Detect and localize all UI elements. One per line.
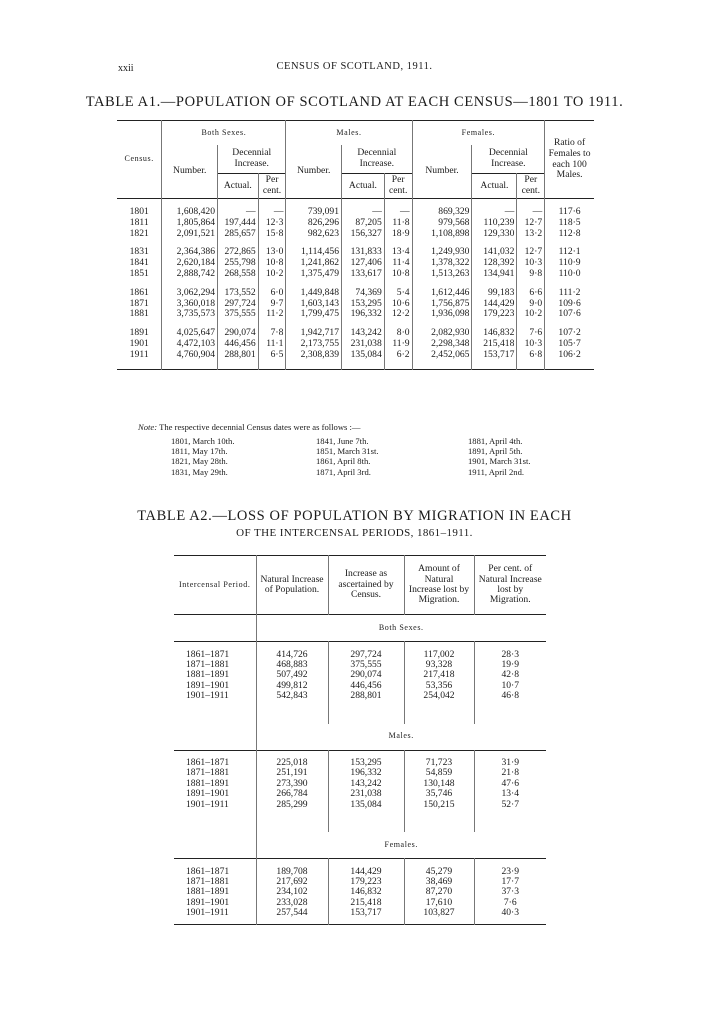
cell-m-pc: 13·4 — [384, 247, 412, 258]
cell-both-num: 4,472,103 — [162, 339, 218, 350]
cell-both-pc: 7·8 — [258, 328, 286, 339]
cell-f-num: 2,082,930 — [412, 328, 472, 339]
cell-f-pc: 9·0 — [517, 299, 545, 310]
cell-f-act: 99,183 — [472, 288, 517, 299]
cell-pct: 7·6 — [503, 896, 517, 908]
col-females-decennial: Decennial Increase. — [472, 145, 545, 174]
cell-pct: 28·3 — [501, 648, 520, 660]
col-females: Females. — [412, 121, 545, 146]
cell-natural: 414,726 — [256, 650, 328, 660]
cell-m-act: — — [342, 207, 385, 218]
census-date: 1881, April 4th. — [468, 436, 523, 446]
cell-lost: 35,746 — [404, 789, 474, 799]
cell-year: 1871 — [117, 299, 162, 310]
cell-period: 1901–1911 — [174, 800, 256, 810]
cell-both-pc: 9·7 — [258, 299, 286, 310]
cell-f-act: 153,717 — [472, 350, 517, 361]
cell-ratio: 105·7 — [558, 337, 581, 349]
cell-ratio: 111·2 — [558, 286, 581, 298]
col-both-sexes: Both Sexes. — [162, 121, 286, 146]
cell-ratio: 107·6 — [558, 308, 581, 320]
cell-ratio: 118·5 — [558, 216, 581, 228]
cell-both-act: 268,558 — [218, 269, 259, 280]
cell-ratio: 112·8 — [558, 227, 581, 239]
cell-lost: 17,610 — [404, 898, 474, 908]
table-row — [174, 800, 546, 810]
cell-m-act: 131,833 — [342, 247, 385, 258]
cell-census: 446,456 — [328, 681, 404, 691]
census-date: 1911, April 2nd. — [468, 466, 525, 477]
cell-m-pc: 12·2 — [384, 309, 412, 320]
cell-m-act: 156,327 — [342, 229, 385, 240]
cell-natural: 285,299 — [256, 800, 328, 810]
cell-period: 1891–1901 — [174, 898, 256, 908]
col-ascertained: Increase as ascertained by Census. — [328, 556, 404, 615]
cell-both-pc: 15·8 — [258, 229, 286, 240]
cell-both-act: — — [218, 207, 259, 218]
running-title: CENSUS OF SCOTLAND, 1911. — [276, 61, 433, 72]
census-date: 1871, April 3rd. — [316, 466, 371, 477]
cell-m-pc: 11·4 — [384, 258, 412, 269]
cell-pct: 19·9 — [501, 658, 520, 670]
col-ratio: Ratio of Females to each 100 Males. — [548, 136, 591, 181]
cell-census: 146,832 — [328, 887, 404, 897]
cell-pct: 52·7 — [501, 798, 520, 810]
cell-m-act: 127,406 — [342, 258, 385, 269]
col-females-pc: Per cent. — [517, 174, 545, 199]
census-date: 1901, March 31st. — [468, 456, 531, 467]
cell-m-pc: — — [384, 207, 412, 218]
census-date: 1801, March 10th. — [171, 436, 235, 446]
cell-natural: 217,692 — [256, 877, 328, 887]
table-row — [174, 691, 546, 701]
cell-ratio: 117·6 — [558, 206, 581, 217]
cell-census: 153,717 — [328, 908, 404, 918]
cell-f-num: 1,513,263 — [412, 269, 472, 280]
cell-natural: 257,544 — [256, 908, 328, 918]
note-text: The respective decennial Census dates were as follows :— — [159, 422, 361, 432]
cell-lost: 93,328 — [404, 660, 474, 670]
cell-f-act: 128,392 — [472, 258, 517, 269]
cell-period: 1881–1891 — [174, 887, 256, 897]
col-females-actual: Actual. — [472, 174, 517, 199]
cell-both-pc: 10·2 — [258, 269, 286, 280]
col-males-decennial: Decennial Increase. — [342, 145, 413, 174]
cell-both-num: 2,888,742 — [162, 269, 218, 280]
cell-lost: 117,002 — [404, 650, 474, 660]
table-a2 — [174, 555, 546, 925]
cell-m-pc: 6·2 — [384, 350, 412, 361]
cell-f-pc: 6·6 — [517, 288, 545, 299]
cell-m-num: 1,449,848 — [286, 288, 342, 299]
table-a2-subtitle: OF THE INTERCENSAL PERIODS, 1861–1911. — [236, 527, 473, 539]
page-number: xxii — [118, 63, 134, 74]
cell-f-pc: 12·7 — [517, 247, 545, 258]
cell-f-act: 179,223 — [472, 309, 517, 320]
cell-m-act: 133,617 — [342, 269, 385, 280]
col-census: Census. — [117, 121, 162, 199]
census-date: 1821, May 28th. — [171, 456, 228, 467]
cell-both-act: 288,801 — [218, 350, 259, 361]
cell-both-act: 290,074 — [218, 328, 259, 339]
cell-ratio: 110·0 — [558, 267, 581, 279]
cell-both-num: 2,091,521 — [162, 229, 218, 240]
cell-natural: 225,018 — [256, 758, 328, 768]
cell-f-num: 1,249,930 — [412, 247, 472, 258]
dates-column — [468, 436, 531, 477]
cell-f-pc: 13·2 — [517, 229, 545, 240]
cell-f-num: 1,936,098 — [412, 309, 472, 320]
cell-census: 297,724 — [328, 650, 404, 660]
cell-pct: 13·4 — [501, 788, 520, 800]
cell-pct: 17·7 — [501, 875, 520, 887]
cell-year: 1861 — [117, 288, 162, 299]
cell-both-num: 1,805,864 — [162, 218, 218, 229]
cell-period: 1861–1871 — [174, 650, 256, 660]
cell-both-num: 1,608,420 — [162, 207, 218, 218]
cell-natural: 189,708 — [256, 867, 328, 877]
cell-census: 215,418 — [328, 898, 404, 908]
cell-natural: 266,784 — [256, 789, 328, 799]
cell-census: 153,295 — [328, 758, 404, 768]
cell-f-act: 129,330 — [472, 229, 517, 240]
table-a2-title: TABLE A2.—LOSS OF POPULATION BY MIGRATION IN EACH — [137, 508, 572, 524]
cell-f-pc: 12·7 — [517, 218, 545, 229]
cell-period: 1891–1901 — [174, 789, 256, 799]
dates-column — [316, 436, 379, 477]
cell-m-pc: 10·8 — [384, 269, 412, 280]
table-a1 — [117, 120, 594, 370]
cell-f-act: 144,429 — [472, 299, 517, 310]
cell-year: 1841 — [117, 258, 162, 269]
cell-both-pc: 11·1 — [258, 339, 286, 350]
cell-pct: 10·7 — [501, 679, 520, 691]
cell-census: 143,242 — [328, 779, 404, 789]
cell-period: 1881–1891 — [174, 670, 256, 680]
cell-pct: 23·9 — [501, 865, 520, 877]
cell-both-pc: 12·3 — [258, 218, 286, 229]
cell-m-num: 1,799,475 — [286, 309, 342, 320]
cell-natural: 499,812 — [256, 681, 328, 691]
cell-ratio: 106·2 — [558, 348, 581, 360]
col-pct-lost: Per cent. of Natural Increase lost by Migration. — [478, 563, 542, 606]
cell-year: 1811 — [117, 218, 162, 229]
cell-both-act: 272,865 — [218, 247, 259, 258]
cell-lost: 87,270 — [404, 887, 474, 897]
cell-f-num: 869,329 — [412, 207, 472, 218]
census-date: 1891, April 5th. — [468, 446, 523, 457]
cell-natural: 233,028 — [256, 898, 328, 908]
cell-m-num: 1,375,479 — [286, 269, 342, 280]
col-both-decennial: Decennial Increase. — [218, 145, 286, 174]
cell-both-pc: 10·8 — [258, 258, 286, 269]
col-males-number: Number. — [286, 145, 342, 199]
cell-natural: 234,102 — [256, 887, 328, 897]
cell-year: 1851 — [117, 269, 162, 280]
cell-natural: 273,390 — [256, 779, 328, 789]
cell-both-pc: 6·5 — [258, 350, 286, 361]
cell-year: 1831 — [117, 247, 162, 258]
cell-census: 288,801 — [328, 691, 404, 701]
cell-both-num: 3,360,018 — [162, 299, 218, 310]
cell-both-pc: 13·0 — [258, 247, 286, 258]
col-both-actual: Actual. — [218, 174, 259, 199]
cell-pct: 37·3 — [501, 886, 520, 898]
cell-f-act: 146,832 — [472, 328, 517, 339]
cell-year: 1891 — [117, 328, 162, 339]
cell-m-num: 2,173,755 — [286, 339, 342, 350]
table-a1-title: TABLE A1.—POPULATION OF SCOTLAND AT EACH CENSUS—1801 TO 1911. — [85, 94, 624, 110]
cell-pct: 42·8 — [501, 669, 520, 681]
cell-m-pc: 8·0 — [384, 328, 412, 339]
cell-lost: 54,859 — [404, 768, 474, 778]
table-row — [174, 908, 546, 918]
census-date: 1851, March 31st. — [316, 446, 379, 457]
cell-f-pc: 10·3 — [517, 339, 545, 350]
cell-f-act: 110,239 — [472, 218, 517, 229]
table-row — [117, 288, 594, 299]
col-amount-lost: Amount of Natural Increase lost by Migration. — [404, 556, 474, 615]
cell-m-act: 196,332 — [342, 309, 385, 320]
cell-both-act: 297,724 — [218, 299, 259, 310]
cell-ratio: 107·2 — [558, 327, 581, 339]
cell-f-num: 1,108,898 — [412, 229, 472, 240]
cell-year: 1821 — [117, 229, 162, 240]
cell-f-pc: 10·3 — [517, 258, 545, 269]
cell-both-num: 3,062,294 — [162, 288, 218, 299]
col-males-actual: Actual. — [342, 174, 385, 199]
cell-f-pc: — — [517, 207, 545, 218]
cell-period: 1871–1881 — [174, 660, 256, 670]
cell-lost: 150,215 — [404, 800, 474, 810]
cell-m-num: 739,091 — [286, 207, 342, 218]
cell-both-num: 2,364,386 — [162, 247, 218, 258]
note-label: Note: — [138, 422, 158, 432]
cell-both-pc: — — [258, 207, 286, 218]
cell-lost: 103,827 — [404, 908, 474, 918]
cell-lost: 254,042 — [404, 691, 474, 701]
cell-lost: 217,418 — [404, 670, 474, 680]
census-date: 1811, May 17th. — [171, 446, 228, 457]
cell-period: 1881–1891 — [174, 779, 256, 789]
table-row — [117, 269, 594, 280]
cell-natural: 251,191 — [256, 768, 328, 778]
cell-f-pc: 10·2 — [517, 309, 545, 320]
cell-m-num: 1,241,862 — [286, 258, 342, 269]
section-label: Females. — [384, 839, 418, 849]
cell-m-pc: 18·9 — [384, 229, 412, 240]
cell-pct: 46·8 — [501, 690, 520, 702]
cell-natural: 542,843 — [256, 691, 328, 701]
cell-f-num: 979,568 — [412, 218, 472, 229]
cell-both-act: 285,657 — [218, 229, 259, 240]
cell-ratio: 109·6 — [558, 297, 581, 309]
cell-both-act: 255,798 — [218, 258, 259, 269]
cell-f-act: — — [472, 207, 517, 218]
cell-lost: 45,279 — [404, 867, 474, 877]
table-row — [117, 218, 594, 229]
cell-f-pc: 6·8 — [517, 350, 545, 361]
cell-both-num: 4,025,647 — [162, 328, 218, 339]
cell-both-act: 446,456 — [218, 339, 259, 350]
cell-census: 290,074 — [328, 670, 404, 680]
cell-m-num: 826,296 — [286, 218, 342, 229]
cell-m-pc: 11·8 — [384, 218, 412, 229]
col-males-pc: Per cent. — [384, 174, 412, 199]
cell-period: 1901–1911 — [174, 691, 256, 701]
cell-census: 231,038 — [328, 789, 404, 799]
cell-year: 1911 — [117, 350, 162, 361]
cell-pct: 47·6 — [501, 777, 520, 789]
cell-m-num: 982,623 — [286, 229, 342, 240]
cell-census: 144,429 — [328, 867, 404, 877]
cell-census: 196,332 — [328, 768, 404, 778]
cell-f-num: 1,378,322 — [412, 258, 472, 269]
cell-both-act: 375,555 — [218, 309, 259, 320]
col-natural: Natural Increase of Population. — [256, 556, 328, 615]
cell-lost: 130,148 — [404, 779, 474, 789]
cell-both-pc: 6·0 — [258, 288, 286, 299]
cell-census: 179,223 — [328, 877, 404, 887]
table-a2-body — [174, 615, 546, 925]
census-date: 1831, May 29th. — [171, 466, 228, 477]
cell-period: 1871–1881 — [174, 877, 256, 887]
table-row — [117, 229, 594, 240]
census-date: 1861, April 8th. — [316, 456, 371, 467]
cell-f-num: 1,756,875 — [412, 299, 472, 310]
cell-m-pc: 11·9 — [384, 339, 412, 350]
cell-f-pc: 9·8 — [517, 269, 545, 280]
cell-f-act: 141,032 — [472, 247, 517, 258]
cell-period: 1861–1871 — [174, 867, 256, 877]
col-both-number: Number. — [162, 145, 218, 199]
cell-pct: 40·3 — [501, 907, 520, 919]
cell-pct: 31·9 — [501, 757, 520, 769]
cell-census: 135,084 — [328, 800, 404, 810]
cell-ratio: 110·9 — [558, 257, 581, 269]
col-males: Males. — [286, 121, 412, 146]
col-period: Intercensal Period. — [174, 556, 256, 615]
cell-lost: 38,469 — [404, 877, 474, 887]
section-label: Both Sexes. — [378, 622, 424, 632]
cell-year: 1901 — [117, 339, 162, 350]
cell-natural: 507,492 — [256, 670, 328, 680]
cell-lost: 71,723 — [404, 758, 474, 768]
cell-f-num: 1,612,446 — [412, 288, 472, 299]
cell-ratio: 112·1 — [558, 246, 581, 258]
cell-m-num: 1,603,143 — [286, 299, 342, 310]
cell-f-pc: 7·6 — [517, 328, 545, 339]
cell-census: 375,555 — [328, 660, 404, 670]
cell-m-act: 231,038 — [342, 339, 385, 350]
cell-m-num: 1,942,717 — [286, 328, 342, 339]
col-both-pc: Per cent. — [258, 174, 286, 199]
cell-m-act: 143,242 — [342, 328, 385, 339]
cell-period: 1901–1911 — [174, 908, 256, 918]
cell-m-act: 87,205 — [342, 218, 385, 229]
cell-f-num: 2,452,065 — [412, 350, 472, 361]
cell-m-act: 74,369 — [342, 288, 385, 299]
cell-period: 1861–1871 — [174, 758, 256, 768]
cell-both-num: 2,620,184 — [162, 258, 218, 269]
cell-m-num: 2,308,839 — [286, 350, 342, 361]
cell-lost: 53,356 — [404, 681, 474, 691]
cell-m-pc: 5·4 — [384, 288, 412, 299]
cell-m-act: 153,295 — [342, 299, 385, 310]
cell-both-pc: 11·2 — [258, 309, 286, 320]
cell-m-num: 1,114,456 — [286, 247, 342, 258]
table-row — [117, 309, 594, 320]
cell-year: 1881 — [117, 309, 162, 320]
note — [138, 422, 361, 432]
cell-f-act: 134,941 — [472, 269, 517, 280]
cell-m-pc: 10·6 — [384, 299, 412, 310]
cell-f-act: 215,418 — [472, 339, 517, 350]
table-row — [117, 350, 594, 361]
section-label: Males. — [388, 731, 414, 741]
cell-year: 1801 — [117, 207, 162, 218]
cell-both-num: 4,760,904 — [162, 350, 218, 361]
dates-column — [171, 436, 235, 477]
cell-pct: 21·8 — [501, 767, 520, 779]
col-females-number: Number. — [412, 145, 472, 199]
cell-period: 1871–1881 — [174, 768, 256, 778]
table-a1-body — [117, 199, 594, 370]
cell-m-act: 135,084 — [342, 350, 385, 361]
cell-both-act: 197,444 — [218, 218, 259, 229]
cell-natural: 468,883 — [256, 660, 328, 670]
cell-period: 1891–1901 — [174, 681, 256, 691]
cell-both-num: 3,735,573 — [162, 309, 218, 320]
census-date: 1841, June 7th. — [316, 436, 369, 446]
cell-both-act: 173,552 — [218, 288, 259, 299]
cell-f-num: 2,298,348 — [412, 339, 472, 350]
